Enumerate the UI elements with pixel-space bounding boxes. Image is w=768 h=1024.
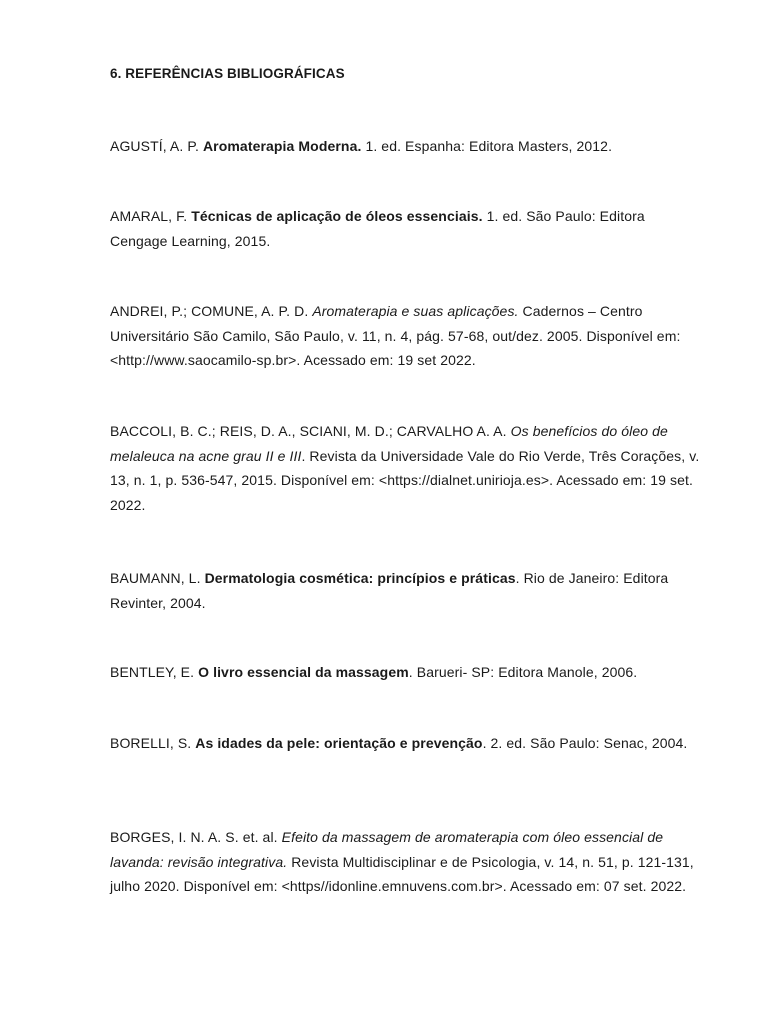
reference-details: . Revista da Universidade Vale do Rio Verde, Três Corações, v. 13, n. 1, p. 536-547, 2015. Disponível em: <https://dialnet.unirioja.es>. Acessado em: 19 set. 2022. <box>110 447 700 513</box>
reference-author: AMARAL, F. <box>110 208 192 224</box>
reference-author: BENTLEY, E. <box>110 664 199 680</box>
reference-author: BORELLI, S. <box>110 735 196 751</box>
reference-author: BAUMANN, L. <box>110 570 205 586</box>
reference-entry <box>110 134 700 159</box>
reference-title: Os benefícios do óleo de melaleuca na acne grau II e III <box>110 423 668 464</box>
reference-title: Aromaterapia Moderna. <box>202 138 362 154</box>
reference-entry <box>110 299 700 373</box>
reference-details: 1. ed. São Paulo: Editora Cengage Learning, 2015. <box>110 208 645 249</box>
section-heading: 6. REFERÊNCIAS BIBLIOGRÁFICAS <box>110 66 345 81</box>
reference-title: Técnicas de aplicação de óleos essenciais. <box>191 208 483 224</box>
reference-title: Efeito da massagem de aromaterapia com óleo essencial de lavanda: revisão integrativa. <box>110 829 664 870</box>
reference-title: O livro essencial da massagem <box>198 664 409 680</box>
reference-entry <box>110 419 700 517</box>
reference-details: Cadernos – Centro Universitário São Camilo, São Paulo, v. 11, n. 4, pág. 57-68, out/dez. 2005. Disponível em: <http://www.saocamilo-sp.br>. Acessado em: 19 set 2022. <box>110 303 681 368</box>
reference-title: As idades da pele: orientação e prevenção <box>195 735 483 751</box>
reference-entry <box>110 204 700 253</box>
reference-entry <box>110 825 700 899</box>
reference-details: . 2. ed. São Paulo: Senac, 2004. <box>482 735 688 751</box>
reference-author: AGUSTÍ, A. P. <box>110 138 203 154</box>
reference-details: 1. ed. Espanha: Editora Masters, 2012. <box>361 138 613 154</box>
reference-entry <box>110 731 700 756</box>
reference-details: . Rio de Janeiro: Editora Revinter, 2004. <box>110 570 669 611</box>
reference-title: Dermatologia cosmética: princípios e práticas <box>204 570 516 586</box>
reference-author: BORGES, I. N. A. S. et. al. <box>110 829 282 845</box>
reference-author: BACCOLI, B. C.; REIS, D. A., SCIANI, M. D.; CARVALHO A. A. <box>110 423 511 439</box>
reference-title: Aromaterapia e suas aplicações. <box>312 303 519 319</box>
reference-author: ANDREI, P.; COMUNE, A. P. D. <box>110 303 313 319</box>
reference-details: . Barueri- SP: Editora Manole, 2006. <box>408 664 638 680</box>
reference-details: Revista Multidisciplinar e de Psicologia, v. 14, n. 51, p. 121-131, julho 2020. Disponível em: <https//idonline.emnuvens.com.br>. Acessado em: 07 set. 2022. <box>110 853 694 894</box>
reference-entry <box>110 660 700 685</box>
reference-entry <box>110 566 700 615</box>
